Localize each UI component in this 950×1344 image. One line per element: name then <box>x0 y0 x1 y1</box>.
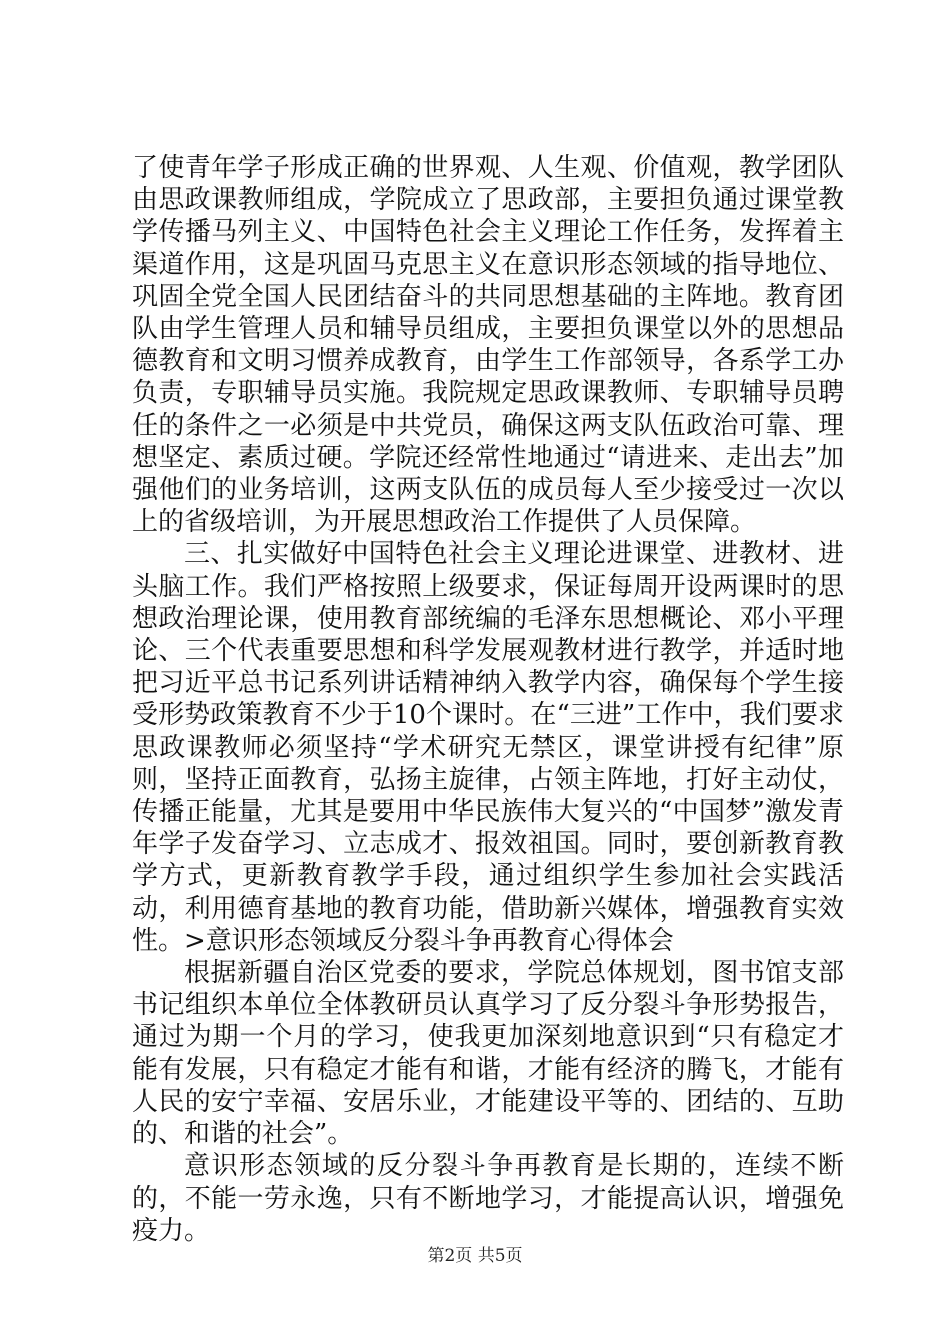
paragraph-3: 根据新疆自治区党委的要求，学院总体规划，图书馆支部书记组织本单位全体教研员认真学习了反分裂斗争形势报告，通过为期一个月的学习，使我更加深刻地意识到“只有稳定才能有发展，只有稳定才能有和谐，才能有经济的腾飞，才能有人民的安宁幸福、安居乐业，才能建设平等的、团结的、互助的、和谐的社会”。 <box>132 958 844 1150</box>
paragraph-1: 了使青年学子形成正确的世界观、人生观、价值观，教学团队由思政课教师组成，学院成立了思政部，主要担负通过课堂教学传播马列主义、中国特色社会主义理论工作任务，发挥着主渠道作用，这是巩固马克思主义在意识形态领域的指导地位、巩固全党全国人民团结奋斗的共同思想基础的主阵地。教育团队由学生管理人员和辅导员组成，主要担负课堂以外的思想品德教育和文明习惯养成教育，由学生工作部领导，各系学工办负责，专职辅导员实施。我院规定思政课教师、专职辅导员聘任的条件之一必须是中共党员，确保这两支队伍政治可靠、理想坚定、素质过硬。学院还经常性地通过“请进来、走出去”加强他们的业务培训，这两支队伍的成员每人至少接受过一次以上的省级培训，为开展思想政治工作提供了人员保障。 <box>132 153 844 538</box>
page-number-footer: 第2页 共5页 <box>427 1246 523 1266</box>
paragraph-2: 三、扎实做好中国特色社会主义理论进课堂、进教材、进头脑工作。我们严格按照上级要求，保证每周开设两课时的思想政治理论课，使用教育部统编的毛泽东思想概论、邓小平理论、三个代表重要思想和科学发展观教材进行教学，并适时地把习近平总书记系列讲话精神纳入教学内容，确保每个学生接受形势政策教育不少于10个课时。在“三进”工作中，我们要求思政课教师必须坚持“学术研究无禁区，课堂讲授有纪律”原则，坚持正面教育，弘扬主旋律，占领主阵地，打好主动仗，传播正能量，尤其是要用中华民族伟大复兴的“中国梦”激发青年学子发奋学习、立志成才、报效祖国。同时，要创新教育教学方式，更新教育教学手段，通过组织学生参加社会实践活动，利用德育基地的教育功能，借助新兴媒体，增强教育实效性。>意识形态领域反分裂斗争再教育心得体会 <box>132 539 844 956</box>
paragraph-4: 意识形态领域的反分裂斗争再教育是长期的，连续不断的，不能一劳永逸，只有不断地学习，才能提高认识，增强免疫力。 <box>132 1151 844 1246</box>
document-body <box>132 152 844 1247</box>
